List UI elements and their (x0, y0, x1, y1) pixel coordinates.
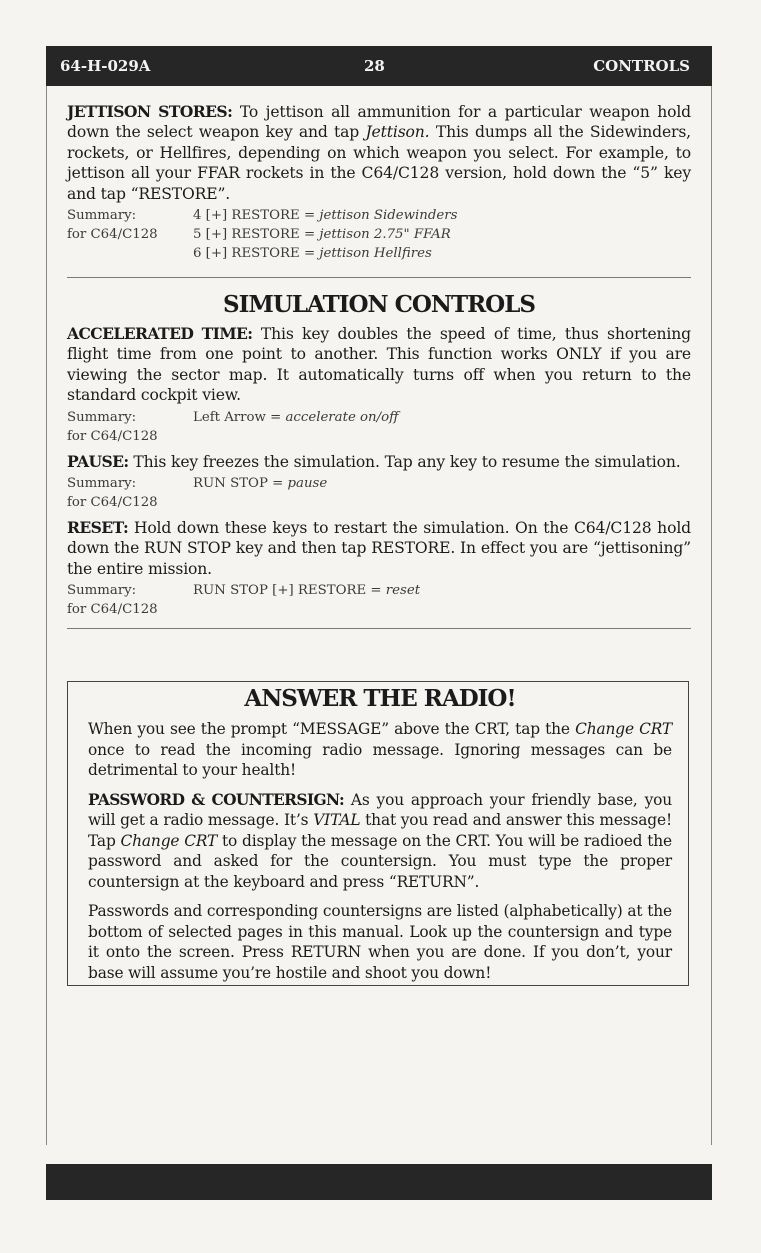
simulation-controls-title: SIMULATION CONTROLS (223, 291, 535, 319)
document-id: 64-H-029A (60, 57, 151, 75)
page-footer-bar (46, 1164, 712, 1200)
reset-term: RESET: (67, 518, 129, 538)
summary-label: Summary: (67, 208, 137, 224)
accelerated-time-paragraph: ACCELERATED TIME: This key doubles the speed of time, thus shortening flight time from one point to another. This function works ONLY if you are viewing the sector map. It automatically turns off when you return to the standard cockpit view. (67, 324, 691, 405)
radio-paragraph-1: When you see the prompt “MESSAGE” above the CRT, tap the Change CRT once to read the incoming radio message. Ignoring messages can be detrimental to your health! (88, 720, 672, 779)
pause-paragraph: PAUSE: This key freezes the simulation. Tap any key to resume the simulation. (67, 451, 681, 471)
summary-row: 5 [+] RESTORE = jettison 2.75" FFAR (193, 227, 451, 243)
jettison-term: JETTISON STORES: (67, 102, 233, 121)
page-number: 28 (364, 57, 385, 75)
divider (67, 628, 691, 629)
jettison-key-name: Jettison. (365, 123, 430, 142)
radio-paragraph-3: Passwords and corresponding countersigns are listed (alphabetically) at the bottom of selected pages in this manual. Look up the countersign and type it onto the screen. Press RETURN when you are done. If you don’t, your base will assume you’re hostile and shoot you down! (88, 902, 672, 982)
password-countersign-paragraph: PASSWORD & COUNTERSIGN: As you approach your friendly base, you will get a radio message. It’s VITAL that you read and answer this message! Tap Change CRT to display the message on the CRT. You will be radioed the password and asked for the countersign. You must type the proper countersign at the keyboard and press “RETURN”. (88, 790, 672, 891)
reset-summary: Summary: RUN STOP [+] RESTORE = reset for C64/C128 (67, 583, 421, 618)
page-header (46, 46, 712, 86)
jettison-summary (67, 206, 691, 263)
jettison-text-a: To jettison all ammunition for a particular weapon hold down the select weapon key and tap (67, 103, 692, 142)
pause-term: PAUSE: (67, 451, 129, 471)
jettison-paragraph (67, 102, 691, 204)
reset-paragraph: RESET: Hold down these keys to restart the simulation. On the C64/C128 hold down the RUN STOP key and then tap RESTORE. In effect you are “jettisoning” the entire mission. (67, 518, 691, 578)
jettison-text-b: This dumps all the Sidewinders, rockets, or Hellfires, depending on which weapon you select. For example, to jettison all your FFAR rockets in the C64/C128 version, hold down the “5” key and tap “RESTORE”. (67, 123, 691, 203)
right-margin-rule (711, 86, 712, 1145)
page-content (67, 102, 691, 629)
answer-the-radio-title: ANSWER THE RADIO! (244, 685, 516, 712)
section-name: CONTROLS (593, 57, 690, 75)
password-countersign-term: PASSWORD & COUNTERSIGN: (88, 790, 345, 809)
summary-row: 4 [+] RESTORE = jettison Sidewinders (193, 208, 458, 224)
summary-row: 6 [+] RESTORE = jettison Hellfires (193, 246, 432, 262)
summary-platform: for C64/C128 (67, 227, 158, 243)
accelerated-time-term: ACCELERATED TIME: (67, 324, 253, 344)
divider (67, 277, 691, 278)
answer-the-radio-box (67, 681, 689, 986)
pause-summary: Summary: RUN STOP = pause for C64/C128 (67, 476, 328, 511)
left-margin-rule (46, 86, 47, 1145)
accelerated-time-summary: Summary: Left Arrow = accelerate on/off for C64/C128 (67, 409, 399, 444)
